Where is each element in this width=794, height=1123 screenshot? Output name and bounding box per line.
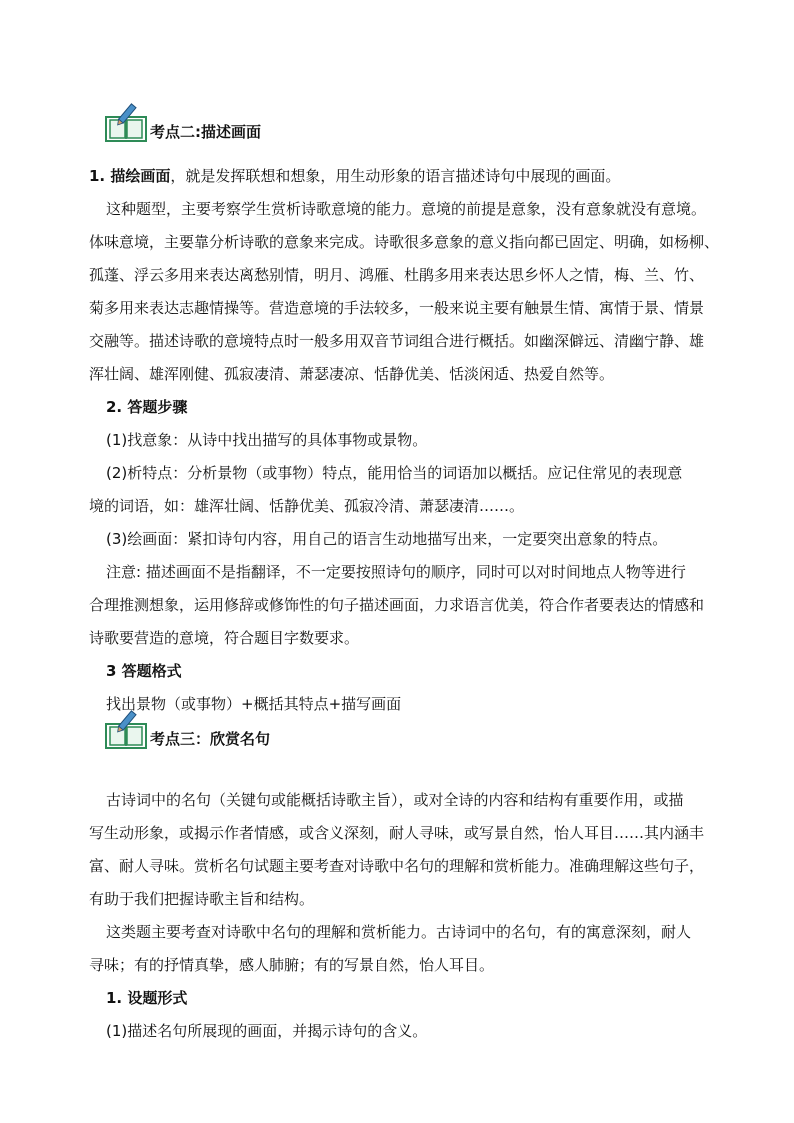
- paragraph-line: 古诗词中的名句（关键句或能概括诗歌主旨），或对全诗的内容和结构有重要作用，或描: [106, 791, 684, 809]
- paragraph-line: 体味意境，主要靠分析诗歌的意象来完成。诗歌很多意象的意义指向都已固定、明确，如杨柳、: [89, 233, 720, 251]
- book-pencil-icon: [104, 710, 148, 750]
- section-heading-2: [104, 103, 261, 143]
- paragraph-line: 这类题主要考查对诗歌中名句的理解和赏析能力。古诗词中的名句，有的寓意深刻，耐人: [106, 923, 692, 941]
- paragraph-line: (2)析特点：分析景物（或事物）特点，能用恰当的词语加以概括。应记住常见的表现意: [106, 464, 683, 482]
- paragraph-line: 找出景物（或事物）+概括其特点+描写画面: [106, 695, 402, 713]
- paragraph-line: 菊多用来表达志趣情操等。营造意境的手法较多，一般来说主要有触景生情、寓情于景、情景: [89, 299, 705, 317]
- paragraph-line: 浑壮阔、雄浑刚健、孤寂凄清、萧瑟凄凉、恬静优美、恬淡闲适、热爱自然等。: [89, 365, 615, 383]
- paragraph-line: 境的词语，如：雄浑壮阔、恬静优美、孤寂冷清、萧瑟凄清……。: [89, 497, 525, 515]
- paragraph-line: 注意: 描述画面不是指翻译，不一定要按照诗句的顺序，同时可以对时间地点人物等进行: [106, 563, 686, 581]
- section-heading-3: [104, 710, 270, 750]
- paragraph-line: (1)描述名句所展现的画面，并揭示诗句的含义。: [106, 1022, 428, 1040]
- text: ，就是发挥联想和想象，用生动形象的语言描述诗句中展现的画面。: [170, 167, 621, 185]
- subheading: 2. 答题步骤: [106, 398, 188, 416]
- paragraph-line: (1)找意象：从诗中找出描写的具体事物或景物。: [106, 431, 428, 449]
- paragraph-line: 富、耐人寻味。赏析名句试题主要考查对诗歌中名句的理解和赏析能力。准确理解这些句子，: [89, 857, 705, 875]
- paragraph-line: (3)绘画面：紧扣诗句内容，用自己的语言生动地描写出来，一定要突出意象的特点。: [106, 530, 668, 548]
- paragraph-line: 交融等。描述诗歌的意境特点时一般多用双音节词组合进行概括。如幽深僻远、清幽宁静、雄: [89, 332, 705, 350]
- paragraph-line: 有助于我们把握诗歌主旨和结构。: [89, 890, 315, 908]
- paragraph-line: 这种题型，主要考察学生赏析诗歌意境的能力。意境的前提是意象，没有意象就没有意境。: [106, 200, 707, 218]
- subheading: 1. 设题形式: [106, 989, 188, 1007]
- paragraph-line: 合理推测想象，运用修辞或修饰性的句子描述画面，力求语言优美，符合作者要表达的情感和: [89, 596, 705, 614]
- paragraph-line: 写生动形象，或揭示作者情感，或含义深刻，耐人寻味，或写景自然，怡人耳目……其内涵丰: [89, 824, 705, 842]
- subheading: 1. 描绘画面: [89, 167, 171, 185]
- subheading: 3 答题格式: [106, 662, 182, 680]
- paragraph-line: 孤蓬、浮云多用来表达离愁别情，明月、鸿雁、杜鹃多用来表达思乡怀人之情，梅、兰、竹、: [89, 266, 705, 284]
- paragraph-line: [89, 166, 729, 186]
- section-title: 考点二:描述画面: [150, 123, 261, 141]
- paragraph-line: 诗歌要营造的意境，符合题目字数要求。: [89, 629, 360, 647]
- book-pencil-icon: [104, 103, 148, 143]
- paragraph-line: 寻味；有的抒情真挚，感人肺腑；有的写景自然，怡人耳目。: [89, 956, 495, 974]
- section-title: 考点三：欣赏名句: [150, 730, 271, 748]
